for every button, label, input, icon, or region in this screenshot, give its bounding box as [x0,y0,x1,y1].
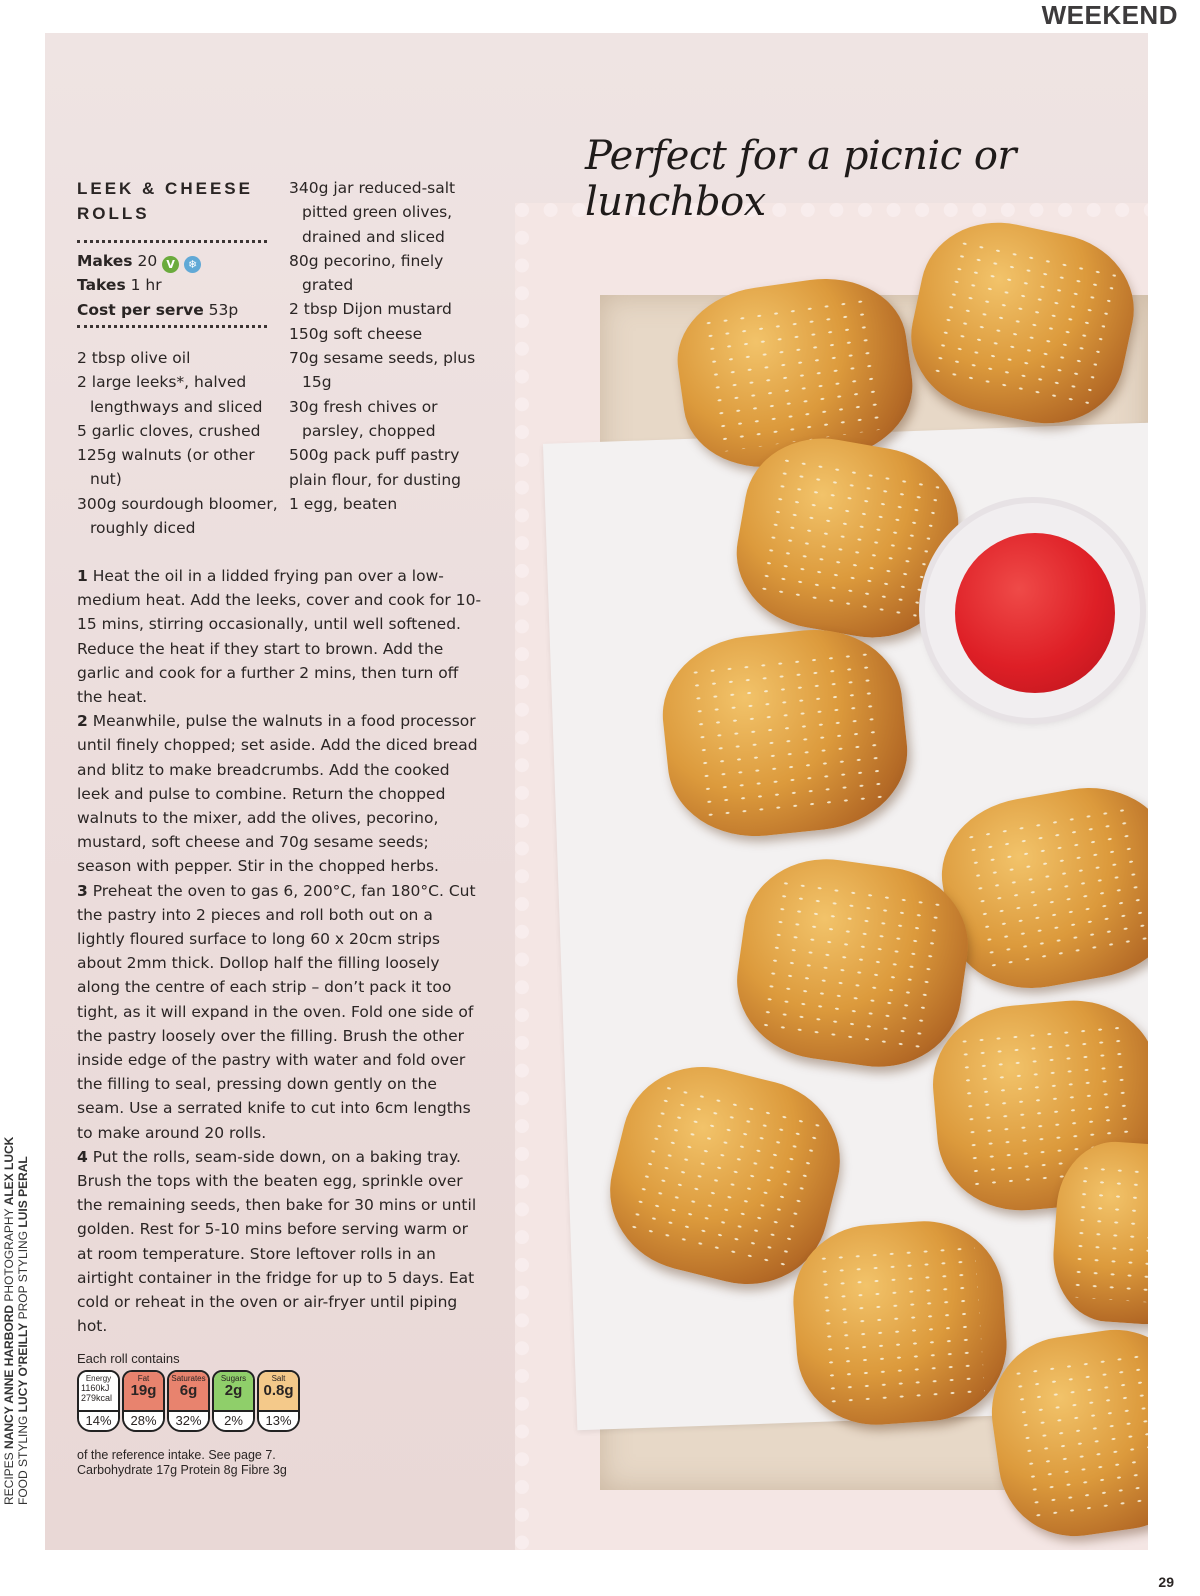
ketchup [955,533,1115,693]
nutrition-cell-fat [122,1370,165,1432]
sausage-roll [788,1216,1011,1430]
credit-role: PROP STYLING [16,1230,30,1320]
ingredient: 500g pack puff pastry [289,446,460,465]
recipe-meta [77,249,238,322]
page-number: 29 [1158,1574,1174,1590]
step-text: Preheat the oven to gas 6, 200°C, fan 180°C. Cut the pastry into 2 pieces and roll both out on a lightly floured surface to long 60 x 20cm strips about 2mm thick. Dollop half the filling loosely along the centre of each strip – don’t pack it too tight, as it will expand in the oven. Fold one side of the pastry loosely over the filling. Brush the other inside edge of the pastry with water and fold over the filling to seal, pressing down gently on the seam. Use a serrated knife to cut into 6cm lengths to make around 20 rolls. [77,881,476,1142]
ingredient: 30g fresh chives or parsley, chopped [289,397,438,440]
food-photo [515,203,1148,1550]
recipe-title-line2: ROLLS [77,204,150,223]
recipe-title [77,176,277,226]
method-step [77,1145,485,1339]
nutrient-kcal: 279kcal [81,1393,113,1403]
nutrient-value: 19g [130,1382,157,1399]
nutrition-label: Each roll contains [77,1351,180,1366]
nutrient-pct: 28% [124,1410,163,1430]
nutrient-name: Sugars [220,1374,247,1383]
nutrition-footnote [77,1448,287,1478]
ingredient: plain flour, for dusting [289,470,462,489]
ingredient: 340g jar reduced-salt pitted green olives, drained and sliced [289,179,456,246]
tagline: Perfect for a picnic or lunchbox [585,133,1017,225]
ingredient: 5 garlic cloves, crushed [77,421,261,440]
nutrient-pct: 2% [214,1410,253,1430]
nutrition-extra: Carbohydrate 17g Protein 8g Fibre 3g [77,1463,287,1477]
nutrition-traffic-lights [77,1370,300,1432]
takes-label: Takes [77,276,126,295]
credit-role: PHOTOGRAPHY [2,1208,16,1302]
ingredient: 70g sesame seeds, plus 15g [289,349,476,392]
cost-row [77,298,238,322]
step-text: Put the rolls, seam-side down, on a baking tray. Brush the tops with the beaten egg, sprinkle over the remaining seeds, then bake for 30 mins or until golden. Rest for 5-10 mins before serving warm or at room temperature. Store leftover rolls in an airtight container in the fridge for up to 5 days. Eat cold or reheat in the oven or air-fryer until piping hot. [77,1147,477,1336]
method-step [77,564,485,709]
credit-name: ALEX LUCK [2,1136,16,1206]
ingredient: 300g sourdough bloomer, roughly diced [77,494,278,538]
step-number: 3 [77,881,88,900]
nutrient-name: Energy [85,1374,112,1383]
step-number: 4 [77,1147,88,1166]
nutrient-name: Salt [271,1374,286,1383]
divider [77,325,267,328]
recipe-title-line1: LEEK & CHEESE [77,179,253,198]
ingredient: 150g soft cheese [289,324,423,343]
credit-role: FOOD STYLING [16,1415,30,1505]
reference-intake-note: of the reference intake. See page 7. [77,1448,276,1462]
method-step [77,709,485,878]
nutrient-value: 0.8g [263,1382,294,1399]
ingredients-right [289,176,489,516]
freezable-icon: ❄ [184,256,201,273]
makes-row [77,249,238,273]
step-number: 2 [77,712,88,731]
nutrition-cell-sugars [212,1370,255,1432]
credits-line2 [16,1137,30,1505]
ingredient: 2 large leeks*, halved lengthways and sliced [77,373,263,416]
nutrient-kj: 1160kJ [81,1383,110,1393]
ingredient: 80g pecorino, finely grated [289,251,444,295]
cost-value: 53p [208,300,239,319]
nutrient-pct: 13% [259,1410,298,1430]
section-label: WEEKEND [1041,0,1178,30]
credit-name: NANCY ANNE HARBORD [2,1304,16,1449]
takes-row [77,273,238,297]
makes-label: Makes [77,252,133,270]
step-number: 1 [77,567,88,585]
nutrient-pct: 14% [79,1410,118,1430]
ingredient: 125g walnuts (or other nut) [77,446,255,489]
credit-name: LUCY O'REILLY [16,1322,30,1413]
step-text: Meanwhile, pulse the walnuts in a food processor until finely chopped; set aside. Add the diced bread and blitz to make breadcrumbs. Add the cooked leek and pulse to combine. Return the chopped walnuts to the mixer, add the olives, pecorino, mustard, soft cheese and 70g sesame seeds; season with pepper. Stir in the chopped herbs. [77,712,478,876]
nutrient-name: Fat [137,1374,150,1383]
ingredient: 2 tbsp Dijon mustard [289,300,452,319]
ingredients-left [77,346,287,540]
cost-label: Cost per serve [77,300,204,319]
credit-name: LUIS PERAL [16,1156,30,1228]
photo-credits [2,1137,30,1505]
nutrition-cell-energy [77,1370,120,1432]
vegetarian-icon: V [162,256,179,273]
credit-role: RECIPES [2,1452,16,1505]
ingredient: 1 egg, beaten [289,494,398,513]
credits-line1 [2,1137,16,1505]
makes-value: 20 [137,252,158,270]
method [77,564,485,1339]
nutrient-value: 2g [224,1382,243,1399]
nutrition-cell-salt [257,1370,300,1432]
recipe-panel [45,33,1148,1550]
method-step [77,879,485,1145]
ingredient: 2 tbsp olive oil [77,349,191,367]
nutrient-pct: 32% [169,1410,208,1430]
nutrient-name: Saturates [171,1374,206,1383]
step-text: Heat the oil in a lidded frying pan over a low-medium heat. Add the leeks, cover and cook for 10-15 mins, stirring occasionally, until well softened. Reduce the heat if they start to brown. Add the garlic and cook for a further 2 mins, then turn off the heat. [77,567,482,707]
takes-value: 1 hr [130,276,162,295]
ketchup-bowl [925,503,1140,718]
divider [77,240,267,243]
nutrient-value: 6g [179,1382,198,1399]
nutrition-cell-saturates [167,1370,210,1432]
